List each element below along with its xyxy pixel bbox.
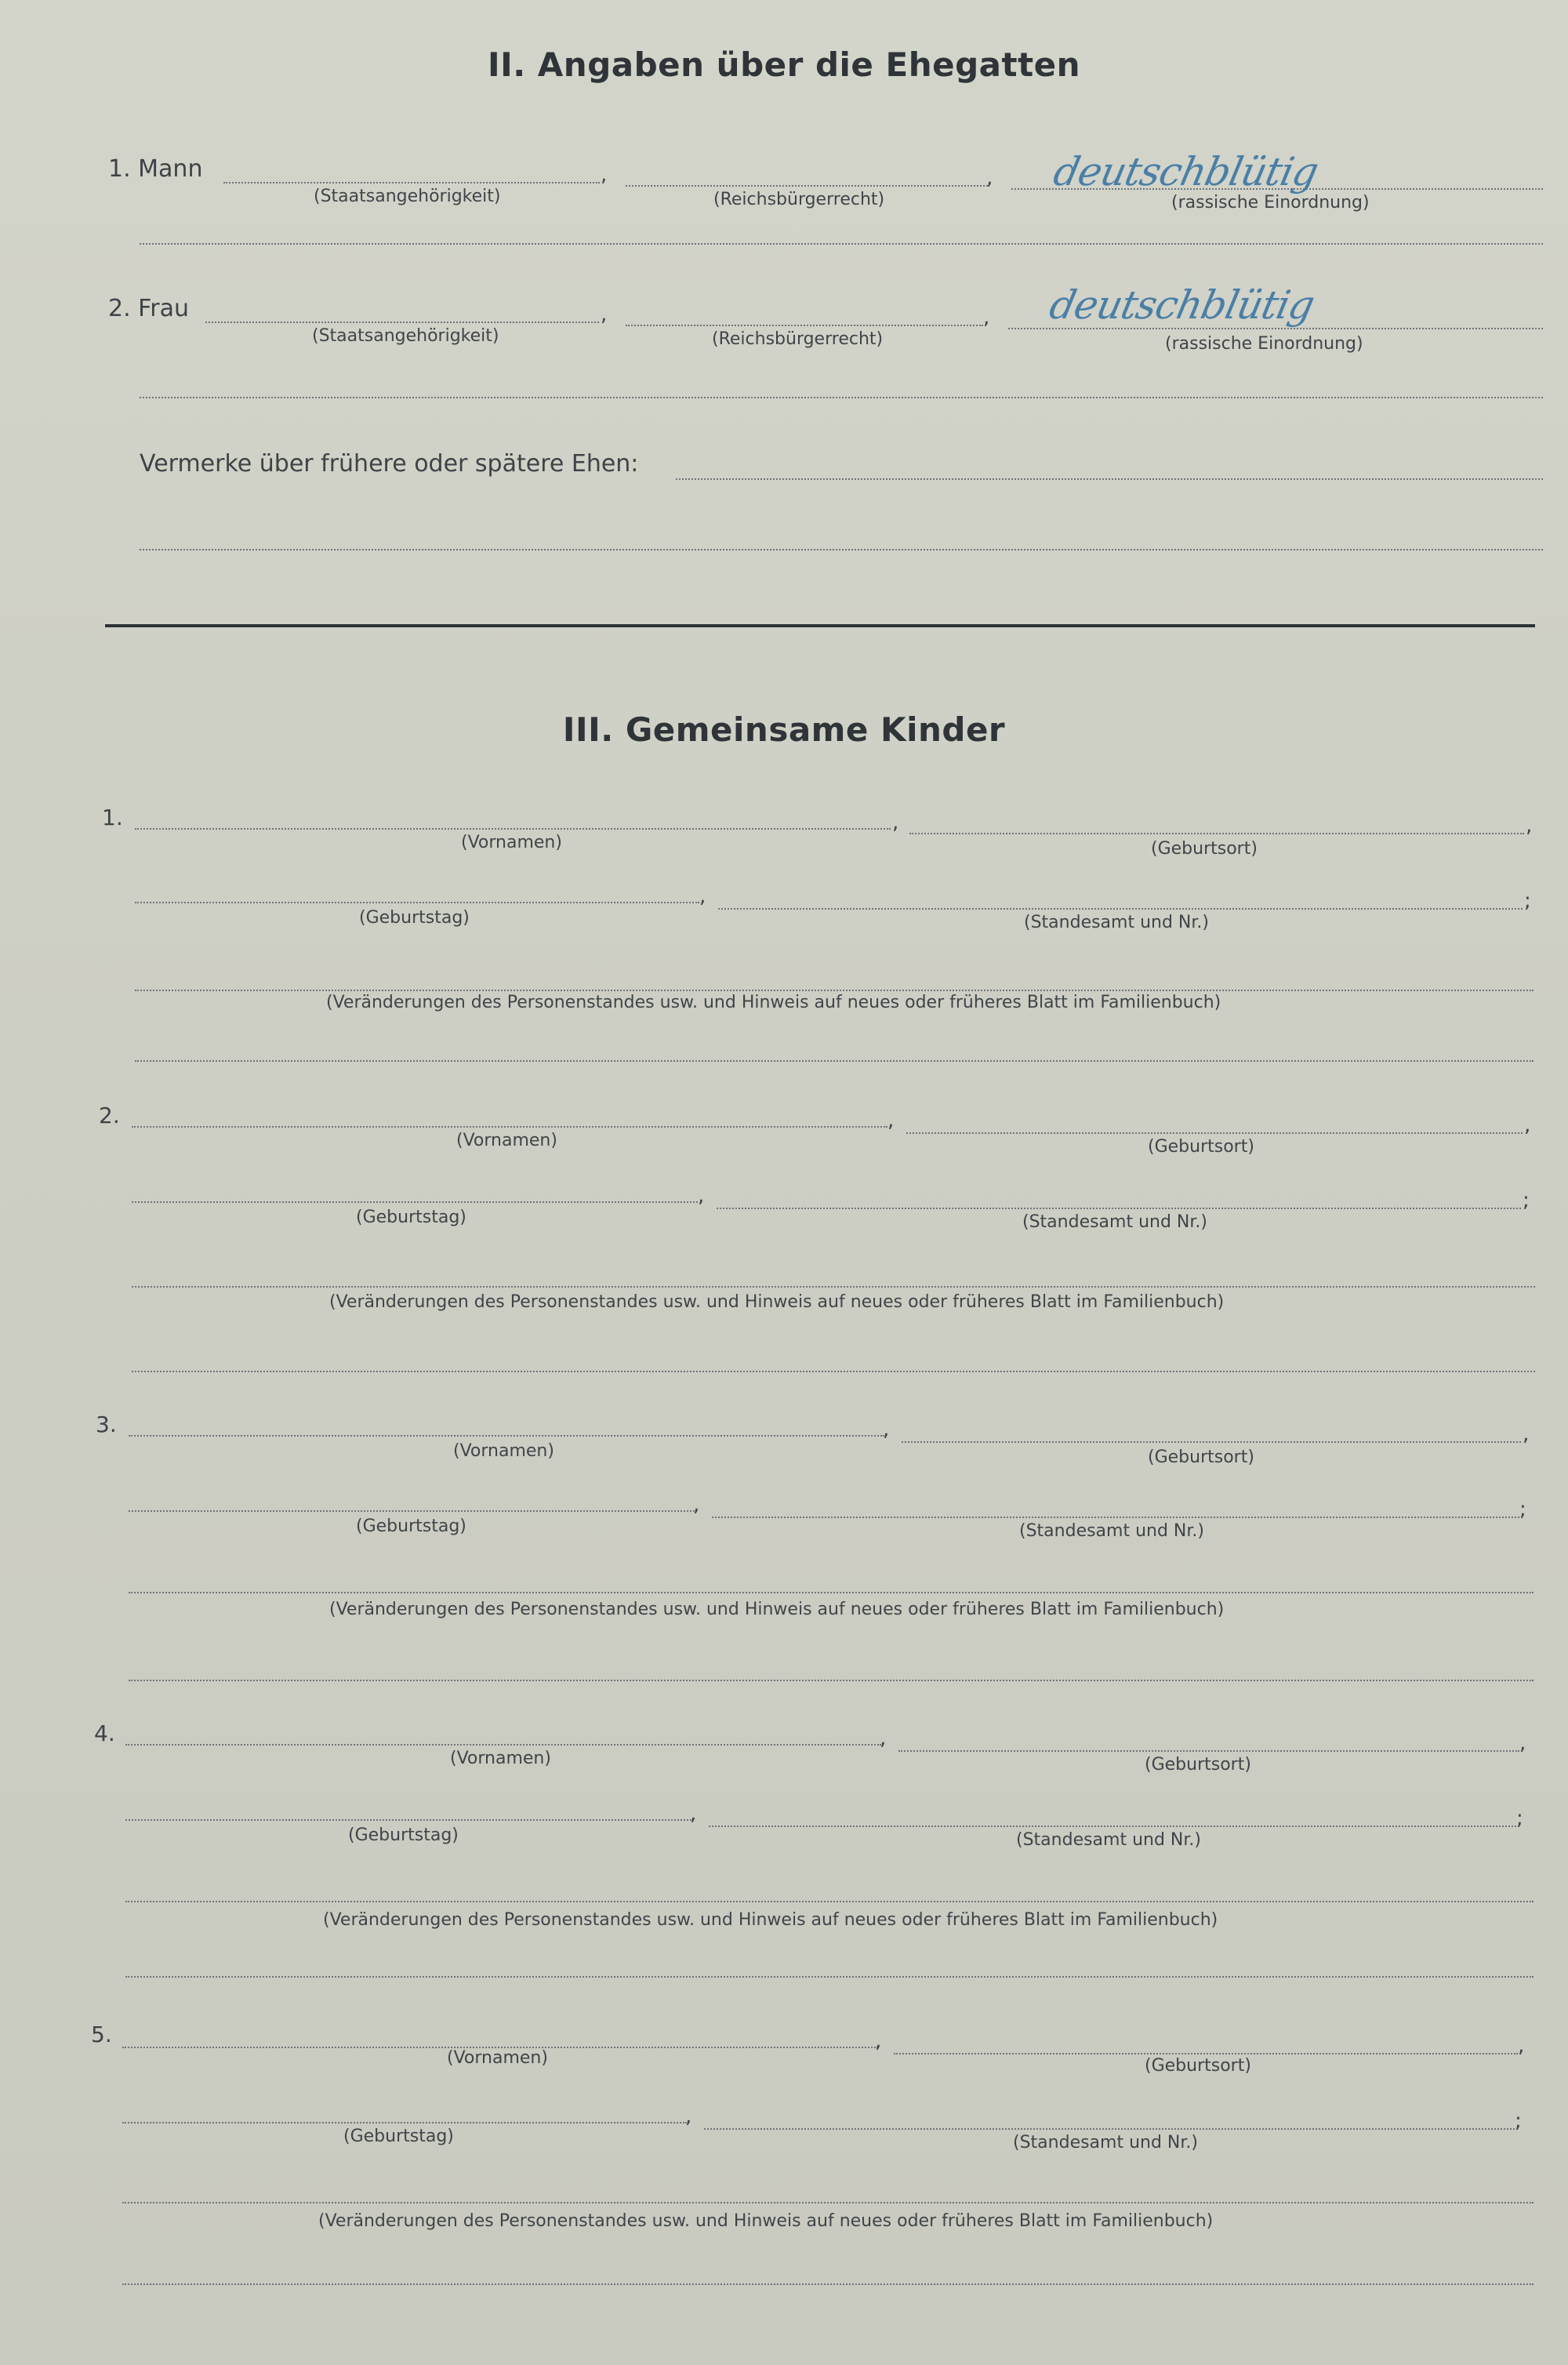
child-veraenderungen-field[interactable] <box>135 990 1534 991</box>
comma: , <box>698 1184 705 1208</box>
child-number: 3. <box>96 1411 117 1437</box>
caption-veraenderungen: (Veränderungen des Personenstandes usw. und Hinweis auf neues oder früheres Blatt im Familienbuch) <box>329 1292 1225 1312</box>
caption-geburtsort: (Geburtsort) <box>1145 1755 1251 1775</box>
caption-standesamt: (Standesamt und Nr.) <box>1019 1521 1204 1541</box>
child-standesamt-field[interactable] <box>712 1517 1519 1518</box>
caption-vornamen: (Vornamen) <box>450 1749 551 1768</box>
caption-rassische-einordnung: (rassische Einordnung) <box>1171 193 1370 213</box>
frau-extra-line[interactable] <box>140 397 1543 398</box>
comma: , <box>887 1109 895 1132</box>
caption-standesamt: (Standesamt und Nr.) <box>1022 1212 1207 1232</box>
section-3-title: III. Gemeinsame Kinder <box>562 710 1006 749</box>
caption-geburtstag: (Geburtstag) <box>356 1208 466 1227</box>
semicolon: ; <box>1516 1807 1523 1830</box>
child-geburtstag-field[interactable] <box>125 1819 691 1821</box>
child-extra-line[interactable] <box>135 1060 1534 1062</box>
caption-geburtsort: (Geburtsort) <box>1151 839 1258 859</box>
caption-geburtstag: (Geburtstag) <box>343 2127 454 2146</box>
caption-standesamt: (Standesamt und Nr.) <box>1024 913 1209 932</box>
caption-rassische-einordnung: (rassische Einordnung) <box>1165 334 1363 354</box>
section-2-title: II. Angaben über die Ehegatten <box>487 45 1081 84</box>
caption-vornamen: (Vornamen) <box>447 2048 548 2068</box>
caption-veraenderungen: (Veränderungen des Personenstandes usw. und Hinweis auf neues oder früheres Blatt im Familienbuch) <box>329 1600 1225 1619</box>
caption-staatsangehoerigkeit: (Staatsangehörigkeit) <box>314 187 501 206</box>
child-geburtsort-field[interactable] <box>902 1441 1521 1443</box>
child-veraenderungen-field[interactable] <box>129 1592 1534 1593</box>
child-standesamt-field[interactable] <box>704 2128 1515 2130</box>
caption-vornamen: (Vornamen) <box>456 1131 557 1150</box>
child-geburtsort-field[interactable] <box>909 833 1524 834</box>
semicolon: ; <box>1524 889 1531 913</box>
caption-geburtstag: (Geburtstag) <box>359 908 470 928</box>
vermerke-extra-line[interactable] <box>140 549 1543 550</box>
caption-vornamen: (Vornamen) <box>453 1441 554 1461</box>
section-divider <box>105 624 1535 627</box>
child-extra-line[interactable] <box>132 1371 1535 1372</box>
mann-rassische-einordnung-handwriting: deutschblütig <box>1049 149 1323 194</box>
child-geburtstag-field[interactable] <box>132 1201 698 1203</box>
child-vornamen-field[interactable] <box>135 828 891 830</box>
caption-vornamen: (Vornamen) <box>461 833 562 852</box>
caption-geburtstag: (Geburtstag) <box>356 1517 466 1536</box>
child-number: 2. <box>99 1103 120 1128</box>
comma: , <box>892 811 899 834</box>
child-standesamt-field[interactable] <box>718 908 1523 910</box>
mann-extra-line[interactable] <box>140 243 1543 245</box>
comma: , <box>1524 1113 1531 1137</box>
semicolon: ; <box>1519 1498 1526 1521</box>
caption-staatsangehoerigkeit: (Staatsangehörigkeit) <box>312 326 499 346</box>
caption-geburtsort: (Geburtsort) <box>1148 1448 1254 1467</box>
caption-standesamt: (Standesamt und Nr.) <box>1013 2133 1198 2152</box>
comma: , <box>690 1802 697 1826</box>
child-number: 1. <box>102 805 123 830</box>
child-geburtsort-field[interactable] <box>894 2053 1518 2054</box>
caption-reichsbuergerrecht: (Reichsbürgerrecht) <box>713 190 885 209</box>
frau-staatsangehoerigkeit-field[interactable] <box>205 322 599 323</box>
comma: , <box>880 1727 887 1750</box>
caption-geburtsort: (Geburtsort) <box>1148 1137 1254 1157</box>
child-geburtstag-field[interactable] <box>135 902 699 903</box>
vermerke-label: Vermerke über frühere oder spätere Ehen: <box>140 450 639 478</box>
comma: , <box>693 1493 700 1517</box>
caption-geburtstag: (Geburtstag) <box>348 1826 459 1845</box>
comma: , <box>601 163 608 187</box>
child-standesamt-field[interactable] <box>709 1826 1516 1827</box>
semicolon: ; <box>1523 1189 1530 1212</box>
comma: , <box>1526 814 1533 837</box>
comma: , <box>875 2029 882 2053</box>
child-extra-line[interactable] <box>129 1680 1534 1681</box>
child-extra-line[interactable] <box>125 1976 1534 1978</box>
child-veraenderungen-field[interactable] <box>132 1286 1535 1288</box>
mann-reichsbuergerrecht-field[interactable] <box>626 185 988 187</box>
child-veraenderungen-field[interactable] <box>122 2202 1534 2203</box>
child-number: 4. <box>94 1720 115 1746</box>
child-number: 5. <box>91 2022 112 2047</box>
frau-label: 2. Frau <box>108 295 189 322</box>
semicolon: ; <box>1515 2109 1522 2133</box>
caption-geburtsort: (Geburtsort) <box>1145 2056 1251 2076</box>
comma: , <box>1523 1422 1530 1446</box>
caption-standesamt: (Standesamt und Nr.) <box>1016 1830 1201 1850</box>
child-standesamt-field[interactable] <box>717 1208 1521 1209</box>
frau-reichsbuergerrecht-field[interactable] <box>626 325 983 326</box>
mann-staatsangehoerigkeit-field[interactable] <box>223 182 600 183</box>
caption-reichsbuergerrecht: (Reichsbürgerrecht) <box>712 329 884 349</box>
comma: , <box>883 1418 890 1441</box>
vermerke-field[interactable] <box>676 478 1543 480</box>
child-geburtsort-field[interactable] <box>906 1132 1523 1134</box>
caption-veraenderungen: (Veränderungen des Personenstandes usw. und Hinweis auf neues oder früheres Blatt im Familienbuch) <box>323 1910 1218 1930</box>
child-geburtstag-field[interactable] <box>122 2122 687 2123</box>
comma: , <box>1518 2034 1525 2058</box>
caption-veraenderungen: (Veränderungen des Personenstandes usw. und Hinweis auf neues oder früheres Blatt im Familienbuch) <box>318 2211 1214 2231</box>
caption-veraenderungen: (Veränderungen des Personenstandes usw. und Hinweis auf neues oder früheres Blatt im Familienbuch) <box>326 993 1221 1012</box>
child-geburtsort-field[interactable] <box>898 1750 1519 1752</box>
child-vornamen-field[interactable] <box>132 1126 887 1128</box>
child-veraenderungen-field[interactable] <box>125 1901 1534 1902</box>
child-geburtstag-field[interactable] <box>129 1510 695 1512</box>
comma: , <box>1519 1731 1526 1755</box>
child-extra-line[interactable] <box>122 2283 1534 2285</box>
child-vornamen-field[interactable] <box>129 1435 884 1437</box>
comma: , <box>983 306 990 329</box>
comma: , <box>685 2105 692 2128</box>
frau-rassische-einordnung-field[interactable] <box>1008 328 1543 329</box>
mann-label: 1. Mann <box>108 155 203 183</box>
comma: , <box>699 885 706 908</box>
child-vornamen-field[interactable] <box>125 1744 881 1746</box>
comma: , <box>986 166 993 190</box>
frau-rassische-einordnung-handwriting: deutschblütig <box>1045 282 1319 328</box>
comma: , <box>601 303 608 326</box>
